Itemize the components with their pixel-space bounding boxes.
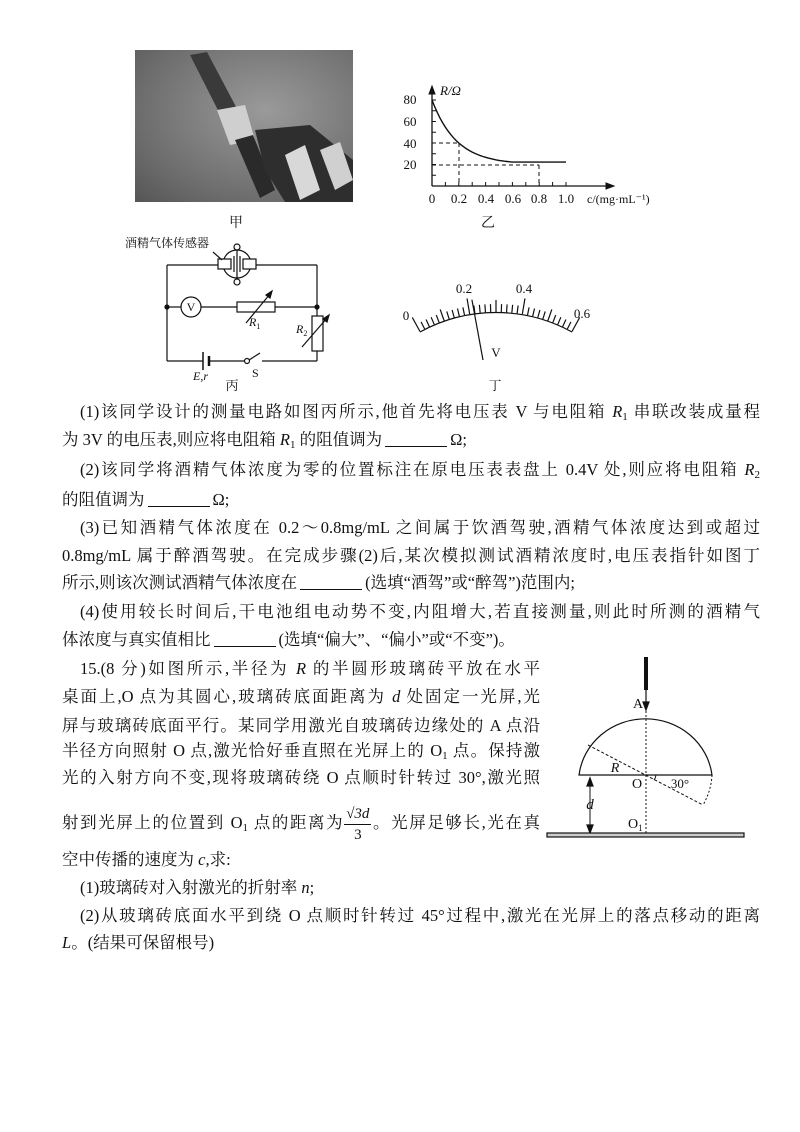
q14-line (62, 542, 760, 570)
dial-tick (507, 304, 508, 312)
figure-caption-yi: 乙 (481, 216, 495, 231)
dial-tick (548, 309, 552, 320)
x-tick-label: 0.8 (530, 191, 548, 206)
q15-line (80, 874, 314, 902)
fraction-denominator: 3 (354, 826, 362, 843)
y-tick-label: 80 (403, 92, 417, 107)
text-run: (3)已知酒精气体浓度在 0.2～0.8mg/mL 之间属于饮酒驾驶,酒精气体浓度达到或超过 (80, 518, 760, 537)
r2-label: $R_2$ (296, 322, 308, 338)
q14-line (80, 514, 760, 542)
guide-lines (432, 143, 539, 186)
y-axis-arrow-icon (429, 86, 435, 94)
text-run: (1)玻璃砖对入射激光的折射率 (80, 878, 302, 897)
text-run: 体浓度与真实值相比 (62, 630, 211, 649)
text-run: 为 3V 的电压表,则应将电阻箱 (62, 430, 280, 449)
text-run: 半径方向照射 O 点,激光恰好垂直照在光屏上的 O (62, 741, 443, 760)
text-run: 桌面上,O 点为其圆心,玻璃砖底面距离为 (62, 687, 393, 706)
x-tick-label: 0.4 (477, 191, 495, 206)
q15-line (80, 902, 760, 930)
text-run: ; (309, 878, 315, 897)
answer-blank (148, 490, 210, 507)
y-tick-label: 40 (403, 136, 417, 151)
y-tick-label: 60 (403, 114, 417, 129)
q15-line (62, 846, 231, 874)
dial-tick (479, 305, 480, 313)
text-run: 所示,则该次测试酒精气体浓度在 (62, 573, 298, 592)
y-axis-label: R/Ω (440, 83, 461, 98)
dial-tick (463, 307, 465, 315)
math-variable: n (301, 878, 310, 897)
q14-line (62, 486, 229, 514)
text-run: 串联改装成量程 (627, 402, 760, 421)
math-variable: R (296, 659, 307, 678)
needle (472, 300, 483, 360)
text-run: Ω; (212, 490, 230, 509)
arrow-down-icon (643, 702, 649, 710)
fraction-numerator: √3d (344, 804, 371, 825)
x-axis-label: c/(mg·mL⁻¹) (587, 192, 650, 206)
q15-line (62, 929, 214, 957)
subscript: 1 (622, 411, 628, 423)
math-variable: R (744, 460, 755, 479)
text-run: (选填“偏大”、“偏小”或“不变”)。 (278, 630, 515, 649)
figure-yi-graph (429, 86, 614, 189)
text-run: 屏与玻璃砖底面平行。某同学用激光自玻璃砖边缘处的 A 点沿 (62, 716, 540, 735)
switch (245, 359, 250, 364)
text-run: (1)该同学设计的测量电路如图丙所示,他首先将电压表 V 与电阻箱 (80, 402, 613, 421)
dial-tick (563, 319, 566, 326)
x-tick-label: 0 (428, 191, 436, 206)
text-run: 处固定一光屏,光 (400, 687, 540, 706)
dial-tick (553, 315, 556, 322)
text-run: 光的入射方向不变,现将玻璃砖绕 O 点顺时针转过 30°,激光照 (62, 768, 540, 787)
point-o1-label: $O_1$ (628, 817, 643, 833)
text-run: 点的距离为 (248, 813, 345, 832)
q14-line (62, 626, 515, 654)
text-run: 。(结果可保留根号) (71, 933, 215, 952)
dial-label: 0 (402, 308, 410, 323)
q14-line (62, 426, 467, 454)
q14-line (80, 456, 760, 484)
dial-label: 0.6 (573, 306, 591, 321)
text-run: 射到光屏上的位置到 O (62, 813, 243, 832)
dial-tick (522, 298, 525, 314)
distance-d-label: d (586, 797, 594, 813)
text-run: (2)该同学将酒精气体浓度为零的位置标注在原电压表表盘上 0.4V 处,则应将电阻箱 (80, 460, 745, 479)
point-o-label: O (631, 777, 643, 792)
dial-tick (421, 322, 425, 329)
x-tick-label: 1.0 (557, 191, 575, 206)
dial-label: 0.4 (515, 281, 533, 296)
text-run: 的阻值调为 (295, 430, 383, 449)
text-run: (2)从玻璃砖底面水平到绕 O 点顺时针转过 45°过程中,激光在光屏上的落点移动的距离 (80, 906, 760, 925)
radius-label: R (610, 761, 620, 776)
text-run: Ω; (450, 430, 467, 449)
dial-unit: V (491, 345, 501, 360)
dial-tick (567, 322, 571, 329)
dial-tick (431, 317, 434, 324)
dial-tick (517, 305, 518, 313)
text-run: ,求: (205, 850, 231, 869)
answer-blank (385, 430, 447, 447)
math-variable: L (62, 933, 72, 952)
dial-tick (467, 298, 470, 314)
figure-caption-jia: 甲 (229, 216, 243, 231)
q15-line (62, 800, 540, 846)
figure-caption-bing: 丙 (225, 378, 239, 393)
point-a-label: A (632, 697, 644, 712)
dial-tick (412, 317, 420, 331)
q15-line (62, 737, 540, 765)
math-variable: R (279, 430, 290, 449)
text-run: 的半圆形玻璃砖平放在水平 (306, 659, 540, 678)
dial-label: 0.2 (455, 281, 473, 296)
r1-label: $R_1$ (249, 315, 261, 331)
voltmeter-label: V (186, 300, 196, 314)
text-run: 。光屏足够长,光在真 (371, 813, 540, 832)
math-variable: d (392, 687, 401, 706)
x-tick-label: 0.6 (504, 191, 522, 206)
subscript: 1 (289, 439, 296, 451)
q14-line (62, 569, 575, 597)
q15-line (62, 683, 540, 711)
text-run: 的阻值调为 (62, 490, 145, 509)
dial-tick (447, 311, 449, 319)
dial-tick (528, 307, 530, 315)
text-run: (4)使用较长时间后,干电池组电动势不变,内阻增大,若直接测量,则此时所测的酒精气 (80, 602, 760, 621)
dial-tick (426, 319, 429, 326)
dial-tick (485, 304, 486, 312)
text-run: 15.(8 分)如图所示,半径为 (80, 659, 297, 678)
q15-line (80, 655, 540, 683)
switch-label: S (252, 366, 259, 380)
angle-label: 30° (670, 776, 690, 791)
text-run: (选填“酒驾”或“醉驾”)范围内; (365, 573, 575, 592)
resistance-curve (432, 100, 566, 162)
figure-q15-semicircle-glass (547, 657, 744, 837)
dial-tick (457, 309, 459, 317)
dial-tick (440, 309, 444, 320)
sensor-label: 酒精气体传感器 (125, 236, 210, 250)
dial-tick (543, 311, 545, 319)
subscript: 1 (442, 750, 448, 762)
subscript: 2 (754, 469, 760, 481)
figure-caption-ding: 丁 (488, 378, 502, 393)
math-variable: c (198, 850, 206, 869)
x-axis-arrow-icon (606, 183, 614, 189)
light-screen (547, 833, 744, 837)
q14-line (80, 398, 760, 426)
text-run: 0.8mg/mL 属于醉酒驾驶。在完成步骤(2)后,某次模拟测试酒精浓度时,电压表指针如图丁 (62, 546, 760, 565)
dial-tick (436, 315, 439, 322)
subscript: 1 (242, 822, 248, 834)
q15-line (62, 712, 540, 740)
alcohol-sensor (213, 244, 256, 285)
q15-line (62, 764, 540, 792)
y-tick-label: 20 (403, 157, 417, 172)
text-run: 点。保持激 (447, 741, 540, 760)
q14-line (80, 598, 760, 626)
math-variable: R (612, 402, 623, 421)
answer-blank (214, 630, 276, 647)
battery-label: E,r (193, 369, 208, 383)
dial-tick (538, 310, 540, 318)
answer-blank (300, 573, 362, 590)
fraction (344, 804, 371, 845)
text-run: 空中传播的速度为 (62, 850, 199, 869)
dial-tick (512, 305, 513, 313)
dial-tick (558, 317, 561, 324)
x-tick-label: 0.2 (450, 191, 468, 206)
dial-tick (452, 310, 454, 318)
dial-tick (533, 309, 535, 317)
